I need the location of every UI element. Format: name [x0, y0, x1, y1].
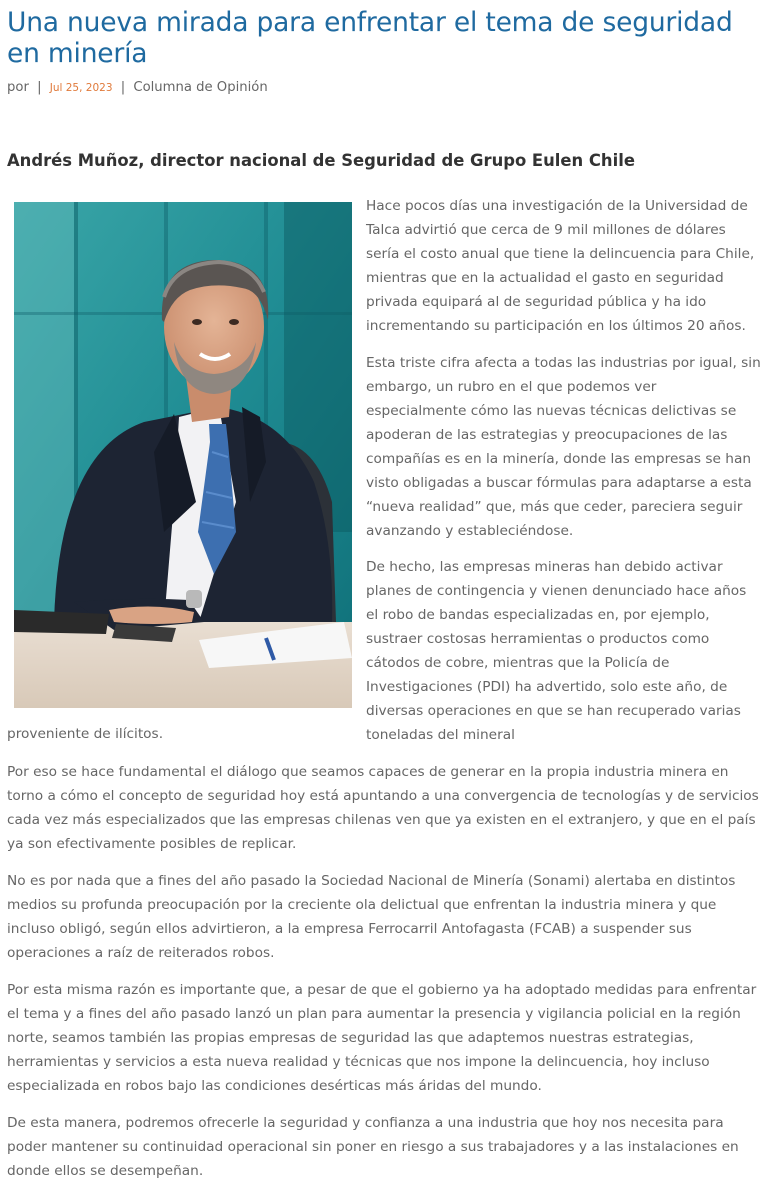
article-subtitle: Andrés Muñoz, director nacional de Seguridad de Grupo Eulen Chile: [7, 151, 635, 170]
post-date: Jul 25, 2023: [49, 82, 113, 94]
body-paragraph: De hecho, las empresas mineras han debido activar planes de contingencia y vienen denunciado hace años el robo de bandas especializadas en, por ejemplo, sustraer costosas herramientas o productos como cátodos de cobre, mientras que la Policía de Investigaciones (PDI) ha advertido, solo este año, de diversas operaciones en que se han recuperado varias toneladas del mineral: [366, 559, 747, 743]
body-paragraph: De esta manera, podremos ofrecerle la seguridad y confianza a una industria que hoy nos necesita para poder mantener su continuidad operacional sin poner en riesgo a sus trabajadores y a las instalaciones en donde ellos se desempeñan.: [7, 1115, 739, 1179]
body-paragraph: Por esta misma razón es importante que, a pesar de que el gobierno ya ha adoptado medidas para enfrentar el tema y a fines del año pasado lanzó un plan para aumentar la presencia y vigilancia policial en la región norte, seamos también las propias empresas de seguridad las que adaptemos nuestras estrategias, herramientas y servicios a esta nueva realidad y técnicas que nos impone la delincuencia, hoy incluso especializada en robos bajo las condiciones desérticas más áridas del mundo.: [7, 982, 757, 1094]
category-link[interactable]: Columna de Opinión: [133, 80, 268, 95]
body-paragraph: Hace pocos días una investigación de la Universidad de Talca advirtió que cerca de 9 mil millones de dólares sería el costo anual que tiene la delincuencia para Chile, mientras que en la actualidad el gasto en seguridad privada equipará al de seguridad pública y ha ido incrementando su participación en los últimos 20 años.: [366, 198, 755, 334]
body-paragraph: No es por nada que a fines del año pasado la Sociedad Nacional de Minería (Sonami) alertaba en distintos medios su profunda preocupación por la creciente ola delictual que enfrentan la industria minera y que incluso obligó, según ellos advirtieron, a la empresa Ferrocarril Antofagasta (FCAB) a suspender sus operaciones a raíz de reiterados robos.: [7, 873, 736, 961]
author-label: por: [7, 80, 29, 95]
author-photo: [14, 202, 352, 708]
body-paragraph: Esta triste cifra afecta a todas las industrias por igual, sin embargo, un rubro en el que podemos ver especialmente cómo las nuevas técnicas delictivas se apoderan de las estrategias y preocupaciones de las compañías es en la minería, donde las empresas se han visto obligadas a buscar fórmulas para adaptarse a esta “nueva realidad” que, más que ceder, pareciera seguir avanzando y estableciéndose.: [366, 355, 761, 539]
meta-separator: |: [120, 80, 126, 95]
article-title: Una nueva mirada para enfrentar el tema de seguridad en minería: [7, 7, 733, 69]
post-meta: [7, 80, 268, 95]
meta-separator: |: [37, 80, 42, 95]
body-paragraph: Por eso se hace fundamental el diálogo que seamos capaces de generar en la propia industria minera en torno a cómo el concepto de seguridad hoy está apuntando a una convergencia de tecnologías y de servicios cada vez más especializados que las empresas chilenas ven que ya existen en el extranjero, y que en el país ya son efectivamente posibles de replicar.: [7, 764, 759, 852]
body-paragraph-continuation: proveniente de ilícitos.: [7, 726, 164, 742]
